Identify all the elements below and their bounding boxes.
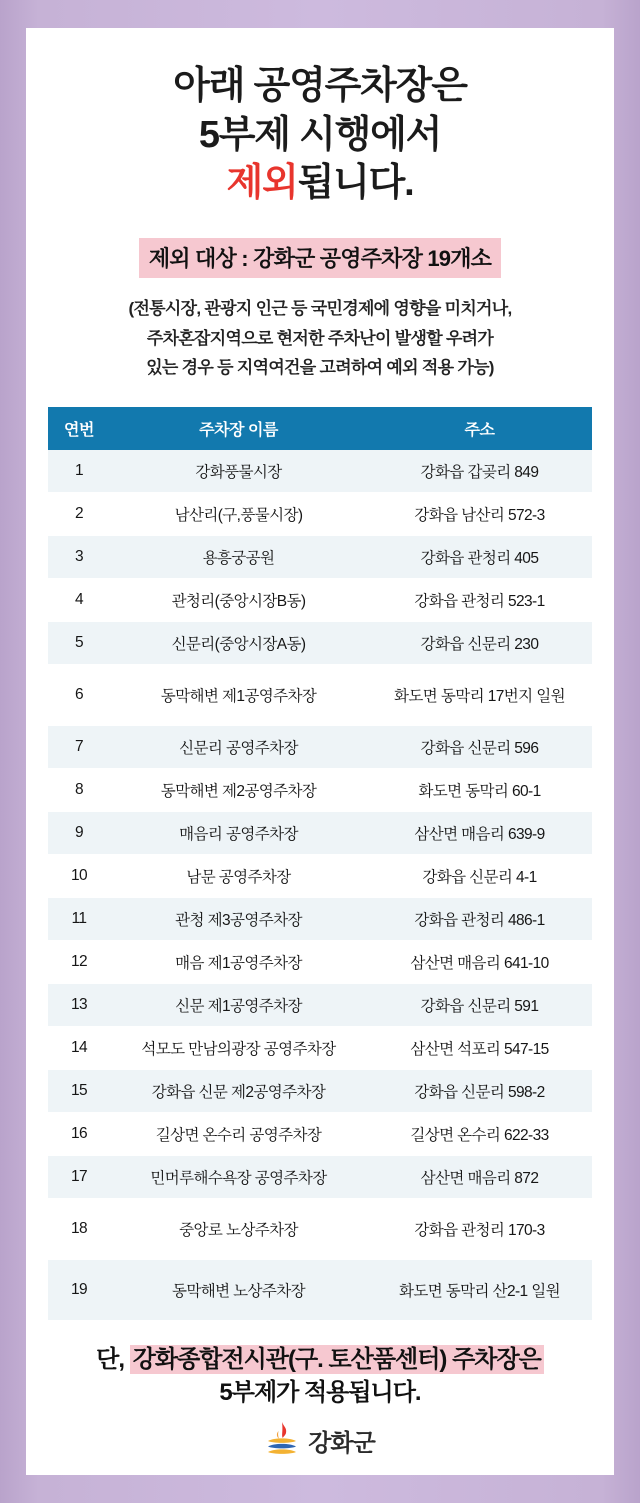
cell-address: 화도면 동막리 산2-1 일원 — [367, 1260, 592, 1321]
table-row — [48, 812, 592, 855]
cell-no: 14 — [48, 1027, 110, 1070]
cell-name: 동막해변 제2공영주차장 — [110, 769, 367, 812]
cell-name: 신문리 공영주차장 — [110, 726, 367, 769]
cell-no: 16 — [48, 1113, 110, 1156]
cell-name: 민머루해수욕장 공영주차장 — [110, 1156, 367, 1199]
cell-no: 8 — [48, 769, 110, 812]
cell-no: 5 — [48, 622, 110, 665]
table-row — [48, 941, 592, 984]
footnote-line-2: 5부제가 적용됩니다. — [219, 1379, 421, 1407]
cell-name: 동막해변 제1공영주차장 — [110, 665, 367, 726]
note-line-2: 주차혼잡지역으로 현저한 주차난이 발생할 우려가 — [146, 328, 494, 348]
cell-name: 매음리 공영주차장 — [110, 812, 367, 855]
cell-name: 중앙로 노상주차장 — [110, 1199, 367, 1260]
cell-name: 강화읍 신문 제2공영주차장 — [110, 1070, 367, 1113]
cell-address: 강화읍 남산리 572-3 — [367, 493, 592, 536]
cell-name: 관청리(중앙시장B동) — [110, 579, 367, 622]
page-title — [48, 62, 592, 208]
cell-no: 9 — [48, 812, 110, 855]
footnote-highlight: 강화종합전시관(구. 토산품센터) 주차장은 — [130, 1345, 544, 1374]
cell-address: 삼산면 석포리 547-15 — [367, 1027, 592, 1070]
note-line-3: 있는 경우 등 지역여건을 고려하여 예외 적용 가능) — [146, 358, 494, 378]
cell-name: 석모도 만남의광장 공영주차장 — [110, 1027, 367, 1070]
table-row — [48, 1027, 592, 1070]
column-header-name: 주차장 이름 — [110, 407, 367, 450]
cell-name: 강화풍물시장 — [110, 450, 367, 493]
logo-text: 강화군 — [308, 1429, 375, 1457]
cell-name: 남산리(구,풍물시장) — [110, 493, 367, 536]
cell-no: 2 — [48, 493, 110, 536]
target-band-wrap — [48, 238, 592, 278]
footer-logo — [26, 1421, 614, 1459]
cell-name: 매음 제1공영주차장 — [110, 941, 367, 984]
table-row — [48, 855, 592, 898]
notes-block — [48, 294, 592, 383]
headline-emphasis: 제외 — [226, 162, 298, 205]
cell-address: 강화읍 관청리 523-1 — [367, 579, 592, 622]
cell-name: 관청 제3공영주차장 — [110, 898, 367, 941]
target-band: 제외 대상 : 강화군 공영주차장 19개소 — [139, 238, 501, 278]
cell-address: 강화읍 신문리 596 — [367, 726, 592, 769]
cell-address: 삼산면 매음리 872 — [367, 1156, 592, 1199]
cell-name: 신문 제1공영주차장 — [110, 984, 367, 1027]
cell-no: 18 — [48, 1199, 110, 1260]
cell-no: 3 — [48, 536, 110, 579]
table-row — [48, 1113, 592, 1156]
column-header-address: 주소 — [367, 407, 592, 450]
poster-card — [26, 28, 614, 1475]
table-row — [48, 450, 592, 493]
cell-address: 강화읍 관청리 405 — [367, 536, 592, 579]
parking-lot-table — [48, 407, 592, 1321]
table-row — [48, 493, 592, 536]
table-row — [48, 536, 592, 579]
cell-address: 화도면 동막리 60-1 — [367, 769, 592, 812]
cell-no: 11 — [48, 898, 110, 941]
cell-no: 17 — [48, 1156, 110, 1199]
note-line-1: (전통시장, 관광지 인근 등 국민경제에 영향을 미치거나, — [128, 298, 512, 318]
cell-address: 강화읍 신문리 4-1 — [367, 855, 592, 898]
cell-no: 7 — [48, 726, 110, 769]
cell-no: 15 — [48, 1070, 110, 1113]
cell-no: 12 — [48, 941, 110, 984]
table-row — [48, 1199, 592, 1260]
cell-name: 용흥궁공원 — [110, 536, 367, 579]
cell-address: 길상면 온수리 622-33 — [367, 1113, 592, 1156]
cell-no: 1 — [48, 450, 110, 493]
headline-line-3 — [48, 159, 592, 208]
table-row — [48, 769, 592, 812]
headline-line-2: 5부제 시행에서 — [198, 113, 442, 156]
table-row — [48, 984, 592, 1027]
table-row — [48, 898, 592, 941]
table-row — [48, 579, 592, 622]
cell-no: 13 — [48, 984, 110, 1027]
headline-line-3-rest: 됩니다. — [297, 162, 414, 205]
cell-no: 6 — [48, 665, 110, 726]
footnote-prefix: 단, — [96, 1346, 130, 1374]
cell-address: 강화읍 관청리 486-1 — [367, 898, 592, 941]
cell-address: 강화읍 갑곶리 849 — [367, 450, 592, 493]
cell-address: 강화읍 신문리 230 — [367, 622, 592, 665]
cell-address: 강화읍 관청리 170-3 — [367, 1199, 592, 1260]
table-row — [48, 1070, 592, 1113]
footnote — [48, 1343, 592, 1409]
table-row — [48, 1156, 592, 1199]
table-row — [48, 665, 592, 726]
cell-name: 동막해변 노상주차장 — [110, 1260, 367, 1321]
column-header-no: 연번 — [48, 407, 110, 450]
table-row — [48, 726, 592, 769]
cell-no: 19 — [48, 1260, 110, 1321]
table-header-row — [48, 407, 592, 450]
table-row — [48, 1260, 592, 1321]
cell-no: 10 — [48, 855, 110, 898]
table-row — [48, 622, 592, 665]
cell-name: 신문리(중앙시장A동) — [110, 622, 367, 665]
cell-name: 남문 공영주차장 — [110, 855, 367, 898]
cell-address: 강화읍 신문리 598-2 — [367, 1070, 592, 1113]
cell-no: 4 — [48, 579, 110, 622]
ganghwa-emblem-icon — [265, 1421, 299, 1459]
headline-line-1: 아래 공영주차장은 — [173, 65, 467, 107]
cell-address: 화도면 동막리 17번지 일원 — [367, 665, 592, 726]
cell-name: 길상면 온수리 공영주차장 — [110, 1113, 367, 1156]
cell-address: 삼산면 매음리 641-10 — [367, 941, 592, 984]
cell-address: 삼산면 매음리 639-9 — [367, 812, 592, 855]
footnote-line-1 — [48, 1343, 592, 1376]
cell-address: 강화읍 신문리 591 — [367, 984, 592, 1027]
